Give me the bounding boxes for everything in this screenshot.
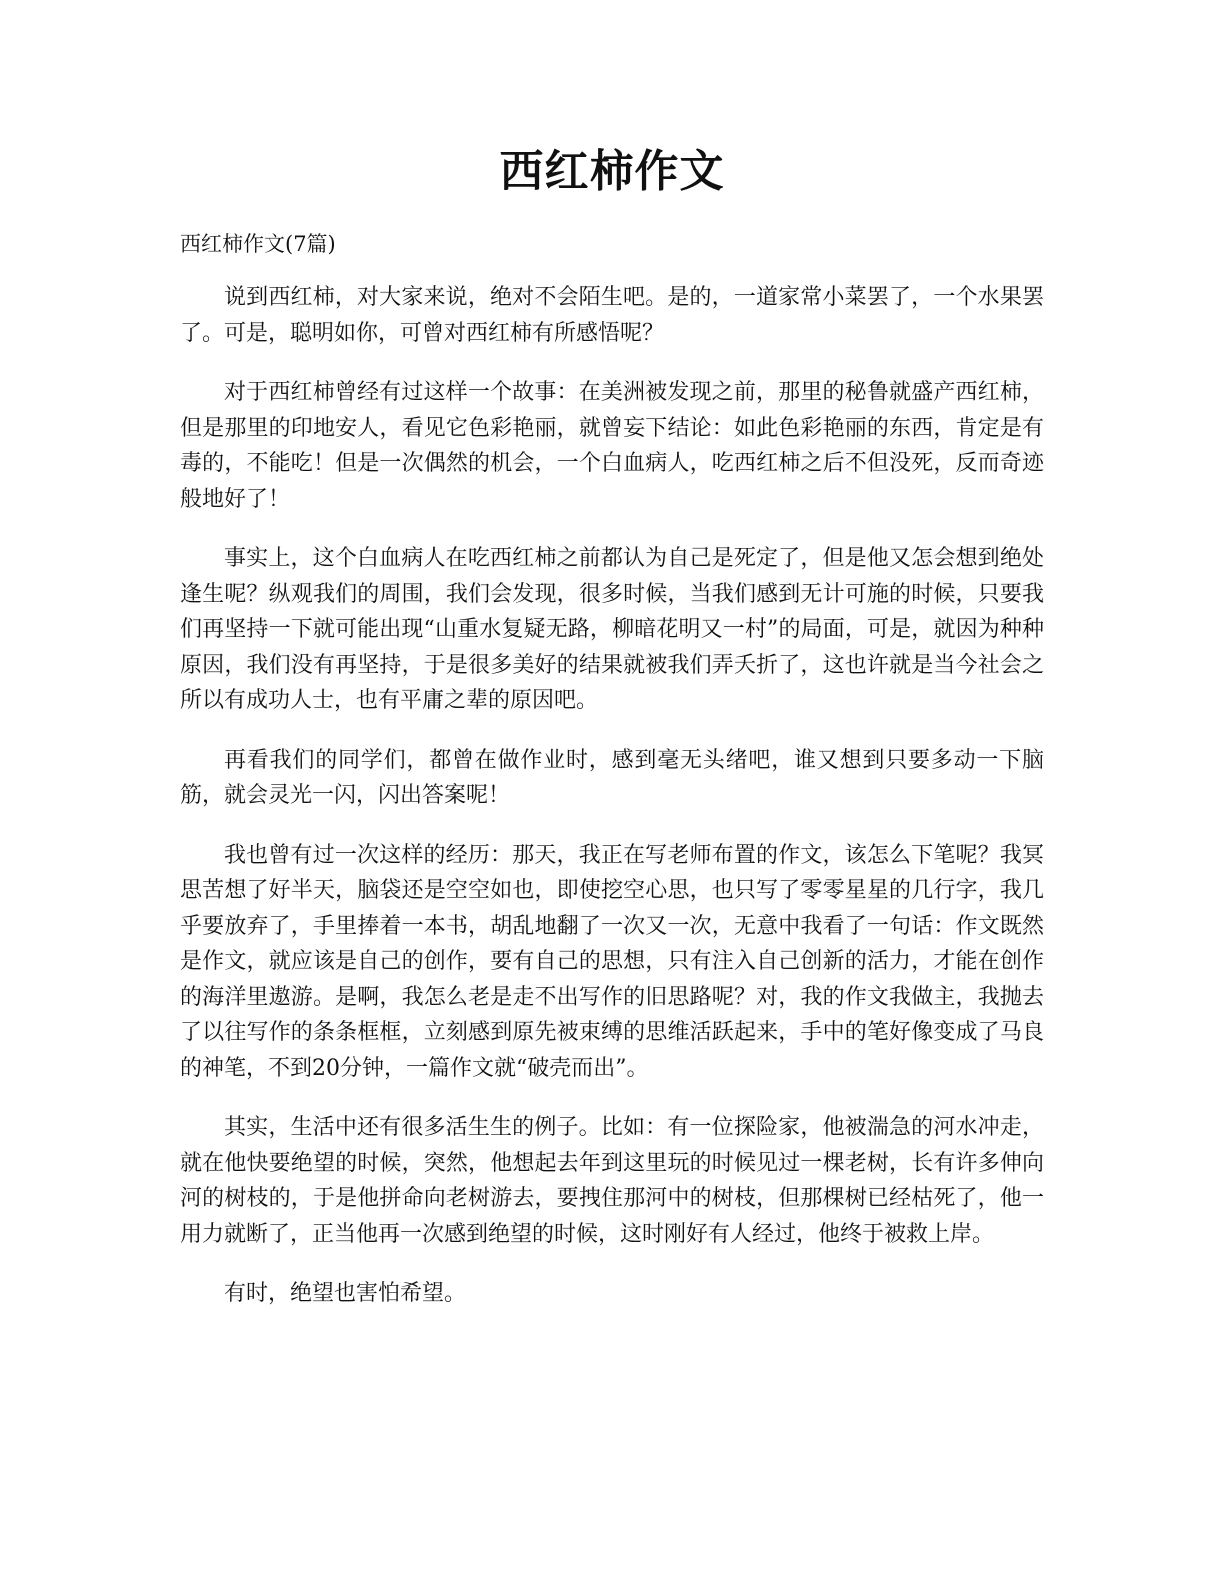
document-subtitle: 西红柿作文(7篇) — [180, 232, 336, 256]
paragraph-1: 说到西红柿，对大家来说，绝对不会陌生吧。是的，一道家常小菜罢了，一个水果罢了。可是，聪明如你，可曾对西红柿有所感悟呢？ — [180, 285, 1044, 346]
paragraph-6: 其实，生活中还有很多活生生的例子。比如：有一位探险家，他被湍急的河水冲走，就在他快要绝望的时候，突然，他想起去年到这里玩的时候见过一棵老树，长有许多伸向河的树枝的，于是他拼命向老树游去，要拽住那河中的树枝，但那棵树已经枯死了，他一用力就断了，正当他再一次感到绝望的时候，这时刚好有人经过，他终于被救上岸。 — [180, 1115, 1044, 1247]
paragraph-3: 事实上，这个白血病人在吃西红柿之前都认为自己是死定了，但是他又怎会想到绝处逢生呢？纵观我们的周围，我们会发现，很多时候，当我们感到无计可施的时候，只要我们再坚持一下就可能出现“山重水复疑无路，柳暗花明又一村”的局面，可是，就因为种种原因，我们没有再坚持，于是很多美好的结果就被我们弄夭折了，这也许就是当今社会之所以有成功人士，也有平庸之辈的原因吧。 — [180, 546, 1044, 713]
paragraph-5: 我也曾有过一次这样的经历：那天，我正在写老师布置的作文，该怎么下笔呢？我冥思苦想了好半天，脑袋还是空空如也，即使挖空心思，也只写了零零星星的几行字，我几乎要放弃了，手里捧着一本书，胡乱地翻了一次又一次，无意中我看了一句话：作文既然是作文，就应该是自己的创作，要有自己的思想，只有注入自己创新的活力，才能在创作的海洋里遨游。是啊，我怎么老是走不出写作的旧思路呢？对，我的作文我做主，我抛去了以往写作的条条框框，立刻感到原先被束缚的思维活跃起来，手中的笔好像变成了马良的神笔，不到20分钟，一篇作文就“破壳而出”。 — [180, 842, 1044, 1081]
page-title: 西红柿作文 — [499, 146, 725, 197]
essay-body — [180, 280, 1044, 1336]
paragraph-4: 再看我们的同学们，都曾在做作业时，感到毫无头绪吧，谁又想到只要多动一下脑筋，就会灵光一闪，闪出答案呢！ — [180, 747, 1044, 808]
paragraph-2: 对于西红柿曾经有过这样一个故事：在美洲被发现之前，那里的秘鲁就盛产西红柿，但是那里的印地安人，看见它色彩艳丽，就曾妄下结论：如此色彩艳丽的东西，肯定是有毒的，不能吃！但是一次偶然的机会，一个白血病人，吃西红柿之后不但没死，反而奇迹般地好了！ — [180, 380, 1044, 512]
paragraph-7: 有时，绝望也害怕希望。 — [224, 1281, 467, 1306]
